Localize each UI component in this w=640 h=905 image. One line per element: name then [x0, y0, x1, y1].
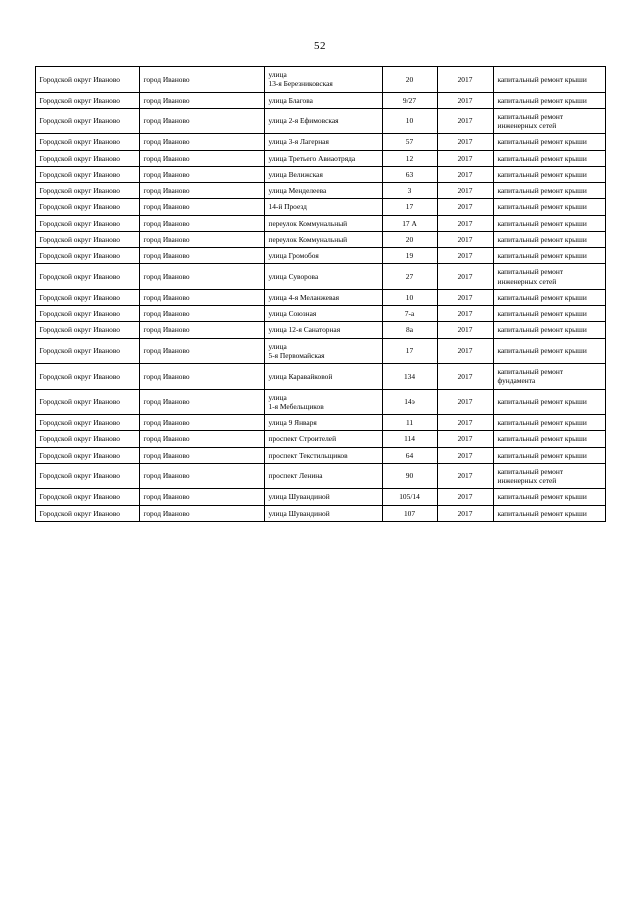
cell-year: 2017: [437, 67, 493, 93]
cell-year: 2017: [437, 306, 493, 322]
cell-okrug: Городской округ Иваново: [35, 431, 139, 447]
cell-city: город Иваново: [139, 338, 264, 364]
table-row: [35, 431, 605, 447]
cell-year: 2017: [437, 322, 493, 338]
cell-street: улица 1-я Мебельщиков: [264, 389, 382, 415]
table-row: [35, 67, 605, 93]
cell-house: 17: [382, 338, 437, 364]
cell-house: 14э: [382, 389, 437, 415]
cell-city: город Иваново: [139, 505, 264, 521]
cell-okrug: Городской округ Иваново: [35, 505, 139, 521]
cell-okrug: Городской округ Иваново: [35, 108, 139, 134]
cell-street: улица Велижская: [264, 166, 382, 182]
table-row: [35, 108, 605, 134]
cell-city: город Иваново: [139, 199, 264, 215]
table-row: [35, 389, 605, 415]
cell-city: город Иваново: [139, 166, 264, 182]
cell-house: 11: [382, 415, 437, 431]
cell-work: капитальный ремонт крыши: [493, 92, 605, 108]
cell-house: 20: [382, 231, 437, 247]
cell-okrug: Городской округ Иваново: [35, 166, 139, 182]
cell-work: капитальный ремонт крыши: [493, 166, 605, 182]
cell-year: 2017: [437, 447, 493, 463]
cell-year: 2017: [437, 248, 493, 264]
table-row: [35, 489, 605, 505]
cell-city: город Иваново: [139, 463, 264, 489]
table-row: [35, 306, 605, 322]
cell-work: капитальный ремонт инженерных сетей: [493, 108, 605, 134]
cell-work: капитальный ремонт крыши: [493, 248, 605, 264]
cell-street: проспект Строителей: [264, 431, 382, 447]
cell-work: капитальный ремонт крыши: [493, 389, 605, 415]
cell-year: 2017: [437, 338, 493, 364]
cell-street: улица Союзная: [264, 306, 382, 322]
cell-city: город Иваново: [139, 364, 264, 390]
cell-okrug: Городской округ Иваново: [35, 248, 139, 264]
cell-house: 17: [382, 199, 437, 215]
cell-work: капитальный ремонт фундамента: [493, 364, 605, 390]
cell-street: улица Менделеева: [264, 183, 382, 199]
cell-year: 2017: [437, 463, 493, 489]
cell-house: 10: [382, 108, 437, 134]
table-row: [35, 264, 605, 290]
cell-city: город Иваново: [139, 134, 264, 150]
cell-work: капитальный ремонт крыши: [493, 505, 605, 521]
table-row: [35, 215, 605, 231]
table-row: [35, 92, 605, 108]
table-row: [35, 463, 605, 489]
cell-work: капитальный ремонт крыши: [493, 183, 605, 199]
cell-okrug: Городской округ Иваново: [35, 306, 139, 322]
cell-okrug: Городской округ Иваново: [35, 199, 139, 215]
cell-house: 7-а: [382, 306, 437, 322]
cell-work: капитальный ремонт крыши: [493, 150, 605, 166]
table-body: [35, 67, 605, 522]
cell-work: капитальный ремонт крыши: [493, 338, 605, 364]
cell-street: улица 9 Января: [264, 415, 382, 431]
cell-year: 2017: [437, 431, 493, 447]
cell-house: 63: [382, 166, 437, 182]
cell-street: улица 12-я Санаторная: [264, 322, 382, 338]
cell-house: 134: [382, 364, 437, 390]
cell-street: улица Шувандиной: [264, 489, 382, 505]
cell-okrug: Городской округ Иваново: [35, 463, 139, 489]
cell-work: капитальный ремонт крыши: [493, 231, 605, 247]
cell-city: город Иваново: [139, 67, 264, 93]
cell-city: город Иваново: [139, 150, 264, 166]
cell-city: город Иваново: [139, 215, 264, 231]
capital-repair-table: [35, 66, 606, 522]
table-row: [35, 248, 605, 264]
table-row: [35, 199, 605, 215]
table-row: [35, 166, 605, 182]
cell-okrug: Городской округ Иваново: [35, 322, 139, 338]
cell-work: капитальный ремонт крыши: [493, 415, 605, 431]
cell-okrug: Городской округ Иваново: [35, 92, 139, 108]
cell-house: 57: [382, 134, 437, 150]
cell-street: улица Третьего Авиаотряда: [264, 150, 382, 166]
cell-year: 2017: [437, 199, 493, 215]
cell-work: капитальный ремонт крыши: [493, 306, 605, 322]
cell-work: капитальный ремонт инженерных сетей: [493, 463, 605, 489]
table-row: [35, 134, 605, 150]
cell-house: 114: [382, 431, 437, 447]
cell-house: 27: [382, 264, 437, 290]
cell-okrug: Городской округ Иваново: [35, 338, 139, 364]
table-row: [35, 505, 605, 521]
cell-house: 20: [382, 67, 437, 93]
cell-work: капитальный ремонт инженерных сетей: [493, 264, 605, 290]
cell-okrug: Городской округ Иваново: [35, 183, 139, 199]
cell-street: 14-й Проезд: [264, 199, 382, 215]
cell-okrug: Городской округ Иваново: [35, 231, 139, 247]
cell-work: капитальный ремонт крыши: [493, 199, 605, 215]
cell-street: улица 13-я Березниковская: [264, 67, 382, 93]
cell-okrug: Городской округ Иваново: [35, 67, 139, 93]
cell-okrug: Городской округ Иваново: [35, 447, 139, 463]
table-row: [35, 289, 605, 305]
cell-okrug: Городской округ Иваново: [35, 134, 139, 150]
cell-year: 2017: [437, 183, 493, 199]
cell-okrug: Городской округ Иваново: [35, 289, 139, 305]
cell-street: улица 5-я Первомайская: [264, 338, 382, 364]
cell-year: 2017: [437, 364, 493, 390]
cell-house: 10: [382, 289, 437, 305]
cell-city: город Иваново: [139, 264, 264, 290]
cell-okrug: Городской округ Иваново: [35, 150, 139, 166]
cell-city: город Иваново: [139, 489, 264, 505]
cell-house: 90: [382, 463, 437, 489]
cell-city: город Иваново: [139, 306, 264, 322]
table-row: [35, 231, 605, 247]
cell-work: капитальный ремонт крыши: [493, 67, 605, 93]
cell-okrug: Городской округ Иваново: [35, 364, 139, 390]
cell-street: переулок Коммунальный: [264, 215, 382, 231]
table-row: [35, 415, 605, 431]
cell-house: 17 А: [382, 215, 437, 231]
cell-street: улица Каравайковой: [264, 364, 382, 390]
table-row: [35, 183, 605, 199]
cell-city: город Иваново: [139, 289, 264, 305]
cell-street: улица Суворова: [264, 264, 382, 290]
cell-okrug: Городской округ Иваново: [35, 415, 139, 431]
cell-house: 64: [382, 447, 437, 463]
cell-house: 19: [382, 248, 437, 264]
cell-city: город Иваново: [139, 248, 264, 264]
table-row: [35, 338, 605, 364]
cell-city: город Иваново: [139, 183, 264, 199]
cell-city: город Иваново: [139, 389, 264, 415]
cell-okrug: Городской округ Иваново: [35, 264, 139, 290]
cell-year: 2017: [437, 289, 493, 305]
cell-year: 2017: [437, 215, 493, 231]
cell-street: переулок Коммунальный: [264, 231, 382, 247]
table-row: [35, 150, 605, 166]
cell-year: 2017: [437, 134, 493, 150]
cell-work: капитальный ремонт крыши: [493, 215, 605, 231]
cell-year: 2017: [437, 505, 493, 521]
cell-year: 2017: [437, 108, 493, 134]
cell-street: улица 3-я Лагерная: [264, 134, 382, 150]
cell-okrug: Городской округ Иваново: [35, 489, 139, 505]
cell-okrug: Городской округ Иваново: [35, 215, 139, 231]
cell-work: капитальный ремонт крыши: [493, 289, 605, 305]
cell-year: 2017: [437, 92, 493, 108]
page-number: 52: [314, 40, 326, 52]
cell-okrug: Городской округ Иваново: [35, 389, 139, 415]
cell-year: 2017: [437, 389, 493, 415]
cell-house: 107: [382, 505, 437, 521]
cell-house: 3: [382, 183, 437, 199]
cell-city: город Иваново: [139, 431, 264, 447]
table-row: [35, 364, 605, 390]
cell-year: 2017: [437, 415, 493, 431]
cell-street: улица Громобоя: [264, 248, 382, 264]
cell-house: 9/27: [382, 92, 437, 108]
cell-street: проспект Ленина: [264, 463, 382, 489]
cell-house: 105/14: [382, 489, 437, 505]
cell-work: капитальный ремонт крыши: [493, 322, 605, 338]
cell-year: 2017: [437, 489, 493, 505]
cell-house: 8а: [382, 322, 437, 338]
cell-work: капитальный ремонт крыши: [493, 489, 605, 505]
cell-street: улица Шувандиной: [264, 505, 382, 521]
cell-city: город Иваново: [139, 322, 264, 338]
cell-work: капитальный ремонт крыши: [493, 447, 605, 463]
cell-street: улица Благова: [264, 92, 382, 108]
cell-city: город Иваново: [139, 415, 264, 431]
cell-work: капитальный ремонт крыши: [493, 134, 605, 150]
table-row: [35, 447, 605, 463]
cell-year: 2017: [437, 264, 493, 290]
cell-city: город Иваново: [139, 108, 264, 134]
cell-year: 2017: [437, 231, 493, 247]
cell-year: 2017: [437, 150, 493, 166]
table-row: [35, 322, 605, 338]
cell-street: улица 2-я Ефимовская: [264, 108, 382, 134]
cell-city: город Иваново: [139, 92, 264, 108]
cell-work: капитальный ремонт крыши: [493, 431, 605, 447]
cell-year: 2017: [437, 166, 493, 182]
cell-street: проспект Текстильщиков: [264, 447, 382, 463]
cell-city: город Иваново: [139, 231, 264, 247]
cell-city: город Иваново: [139, 447, 264, 463]
cell-street: улица 4-я Меланжевая: [264, 289, 382, 305]
cell-house: 12: [382, 150, 437, 166]
